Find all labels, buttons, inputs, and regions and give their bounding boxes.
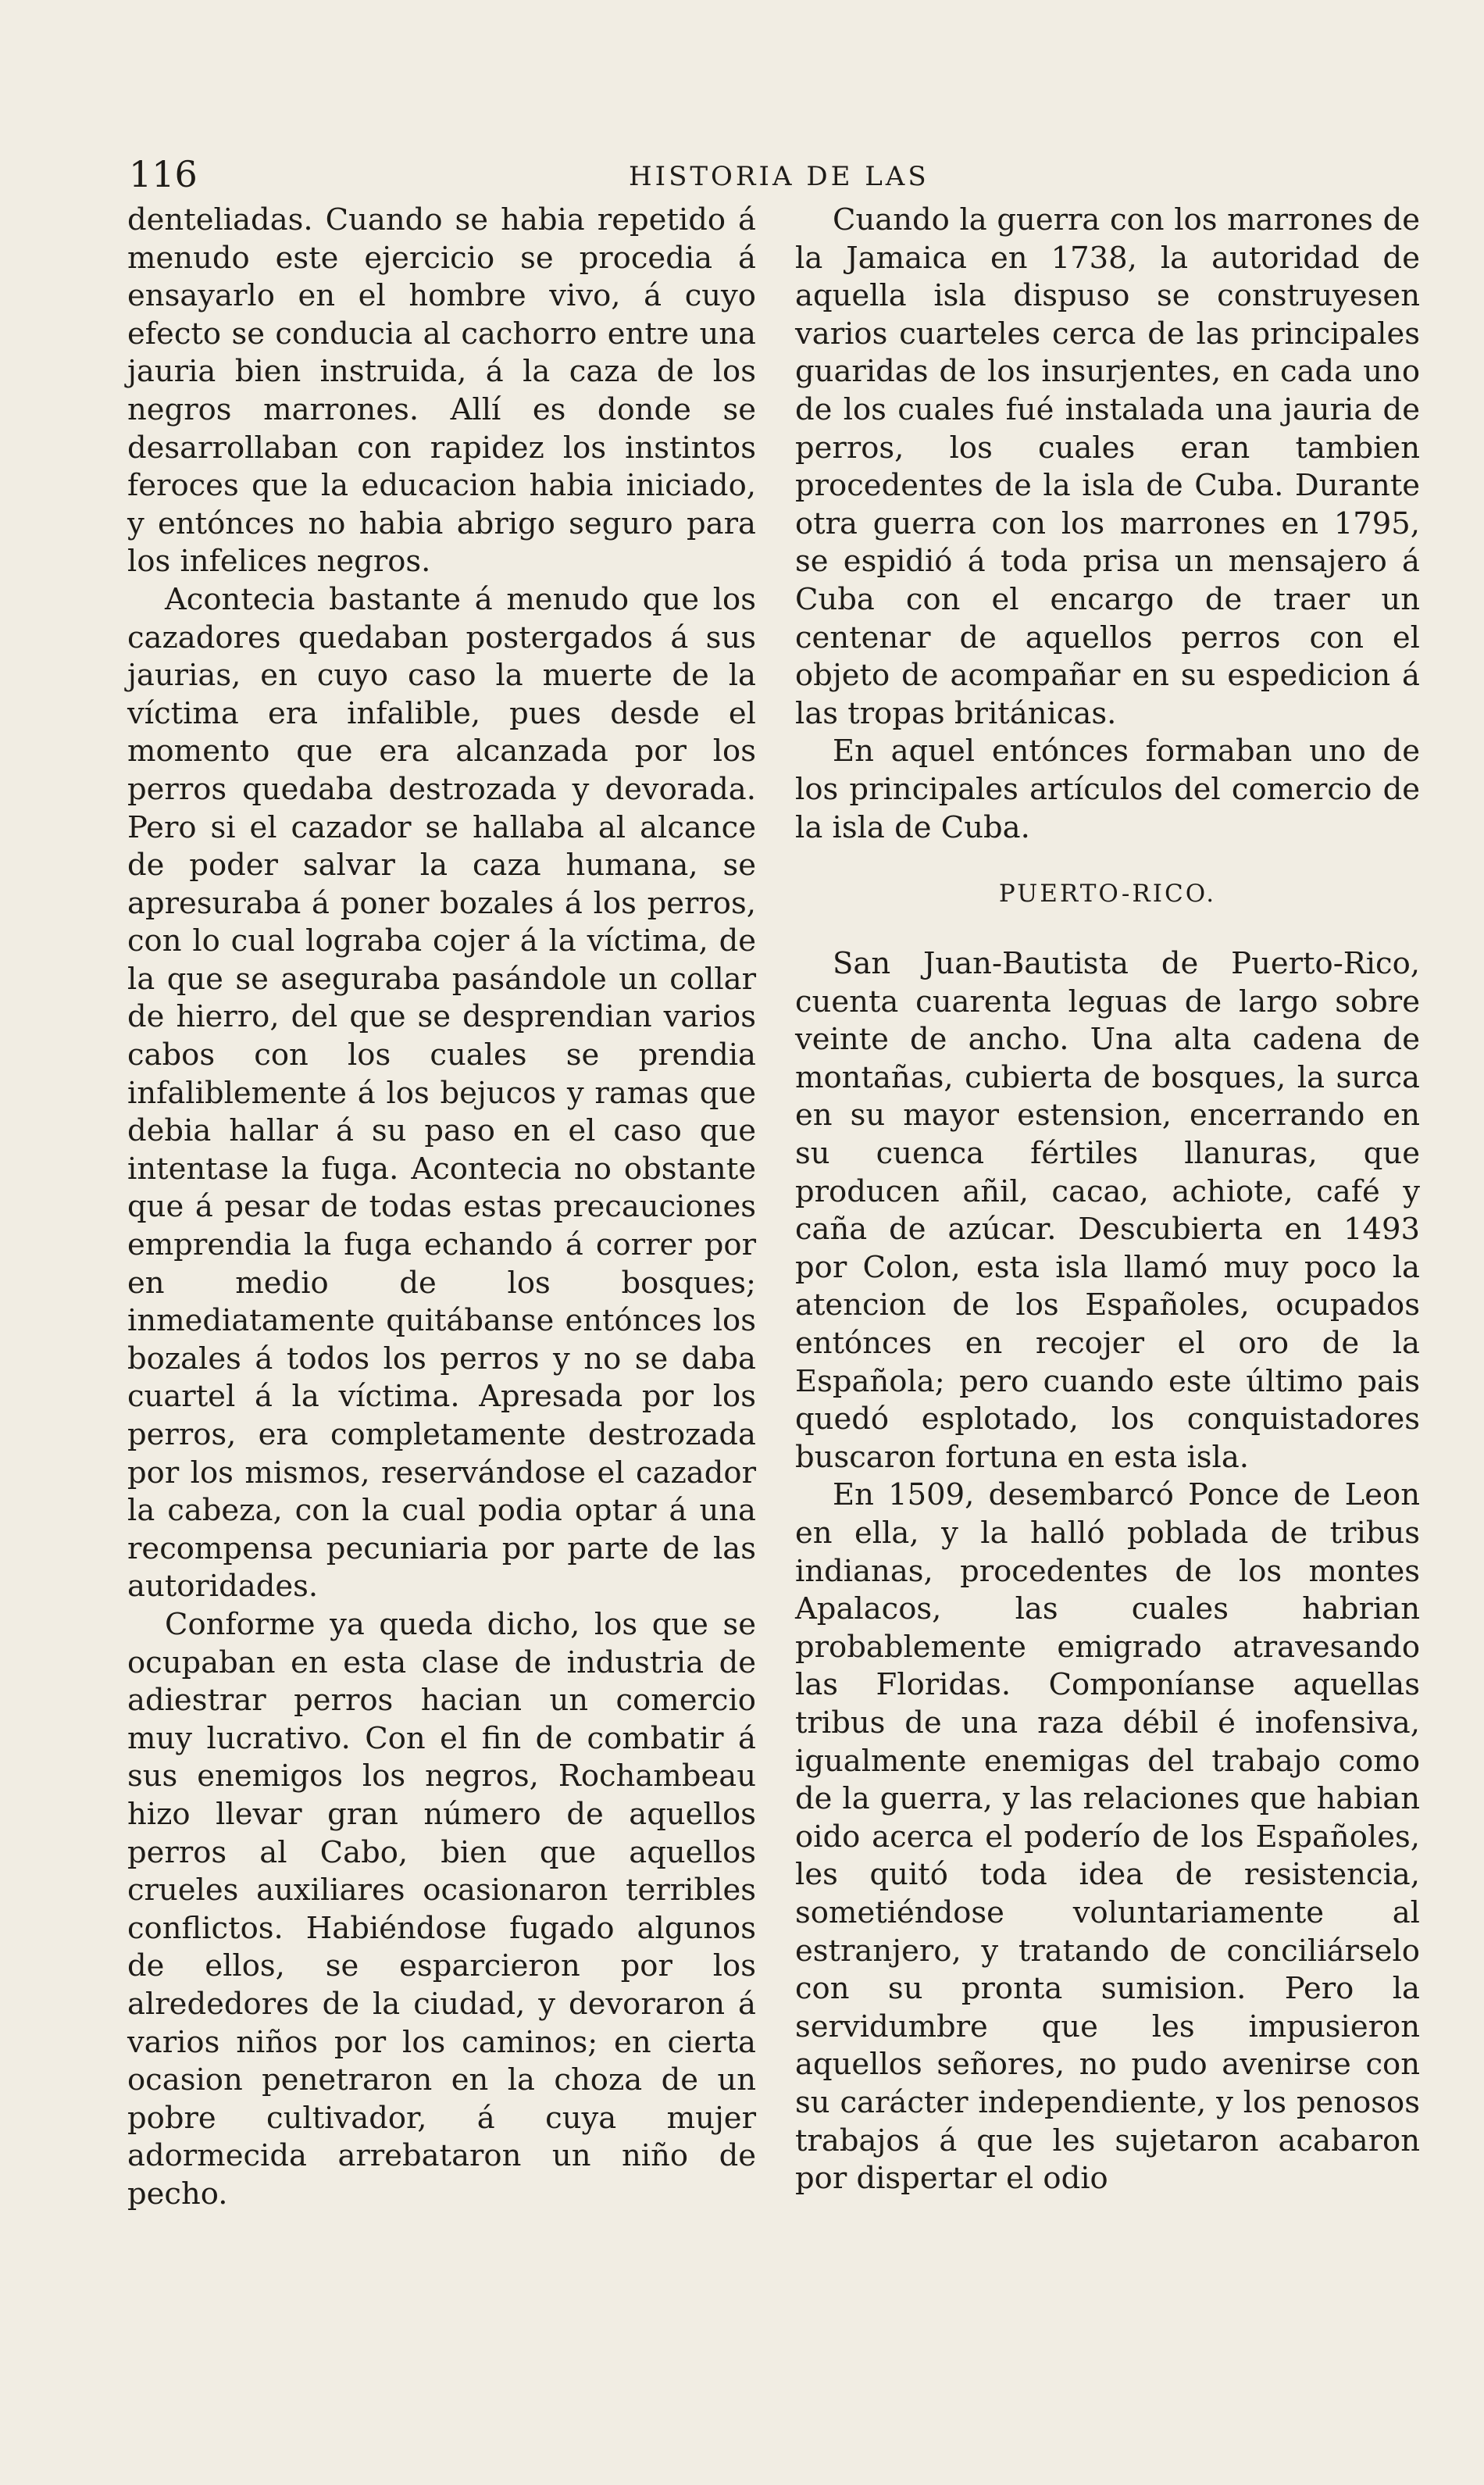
- paragraph: En 1509, desembarcó Ponce de Leon en ella, y la halló poblada de tribus indianas, procedentes de los montes Apalacos, las cuales habrian probablemente emigrado atravesando las Floridas. Componíanse aquellas tribus de una raza débil é inofensiva, igualmente enemigas del trabajo como de la guerra, y las relaciones que habian oido acerca el poderío de los Españoles, les quitó toda idea de resistencia, sometiéndose voluntariamente al estranjero, y tratando de conciliárselo con su pronta sumision. Pero la servidumbre que les impusieron aquellos señores, no pudo avenirse con su carácter independiente, y los penosos trabajos á que les sujetaron acabaron por dispertar el odio: [795, 1477, 1420, 2197]
- right-column: [795, 202, 1420, 2198]
- paragraph: En aquel entónces formaban uno de los principales artículos del comercio de la isla de Cuba.: [795, 734, 1420, 845]
- paragraph: Acontecia bastante á menudo que los cazadores quedaban postergados á sus jaurias, en cuyo caso la muerte de la víctima era infalible, pues desde el momento que era alcanzada por los perros quedaba destrozada y devorada. Pero si el cazador se hallaba al alcance de poder salvar la caza humana, se apresuraba á poner bozales á los perros, con lo cual lograba cojer á la víctima, de la que se aseguraba pasándole un collar de hierro, del que se desprendian varios cabos con los cuales se prendia infaliblemente á los bejucos y ramas que debia hallar á su paso en el caso que intentase la fuga. Acontecia no obstante que á pesar de todas estas precauciones emprendia la fuga echando á correr por en medio de los bosques; inmediatamente quitábanse entónces los bozales á todos los perros y no se daba cuartel á la víctima. Apresada por los perros, era completamente destrozada por los mismos, reservándose el cazador la cabeza, con la cual podia optar á una recompensa pecuniaria por parte de las autoridades.: [127, 581, 756, 1605]
- paragraph: Conforme ya queda dicho, los que se ocupaban en esta clase de industria de adiestrar perros hacian un comercio muy lucrativo. Con el fin de combatir á sus enemigos los negros, Rochambeau hizo llevar gran número de aquellos perros al Cabo, bien que aquellos crueles auxiliares ocasionaron terribles conflictos. Habiéndose fugado algunos de ellos, se esparcieron por los alrededores de la ciudad, y devoraron á varios niños por los caminos; en cierta ocasion penetraron en la choza de un pobre cultivador, á cuya mujer adormecida arrebataron un niño de pecho.: [127, 1606, 756, 2212]
- paragraph: denteliadas. Cuando se habia repetido á menudo este ejercicio se procedia á ensayarlo en el hombre vivo, á cuyo efecto se conducia al cachorro entre una jauria bien instruida, á la caza de los negros marrones. Allí es donde se desarrollaban con rapidez los instintos feroces que la educacion habia iniciado, y entónces no habia abrigo seguro para los infelices negros.: [127, 202, 756, 580]
- paragraph: San Juan-Bautista de Puerto-Rico, cuenta cuarenta leguas de largo sobre veinte de ancho. Una alta cadena de montañas, cubierta de bosques, la surca en su mayor estension, encerrando en su cuenca fértiles llanuras, que producen añil, cacao, achiote, café y caña de azúcar. Descubierta en 1493 por Colon, esta isla llamó muy poco la atencion de los Españoles, ocupados entónces en recojer el oro de la Española; pero cuando este último pais quedó esplotado, los conquistadores buscaron fortuna en esta isla.: [795, 946, 1420, 1475]
- left-column: [127, 202, 756, 2213]
- page-number: 116: [129, 153, 198, 195]
- page-header: [129, 153, 1422, 200]
- section-heading: PUERTO-RICO.: [998, 880, 1217, 909]
- paragraph: Cuando la guerra con los marrones de la Jamaica en 1738, la autoridad de aquella isla dispuso se construyesen varios cuarteles cerca de las principales guaridas de los insurjentes, en cada uno de los cuales fué instalada una jauria de perros, los cuales eran tambien procedentes de la isla de Cuba. Durante otra guerra con los marrones en 1795, se espidió á toda prisa un mensajero á Cuba con el encargo de traer un centenar de aquellos perros con el objeto de acompañar en su espedicion á las tropas británicas.: [795, 202, 1420, 731]
- running-title: HISTORIA DE LAS: [629, 161, 929, 192]
